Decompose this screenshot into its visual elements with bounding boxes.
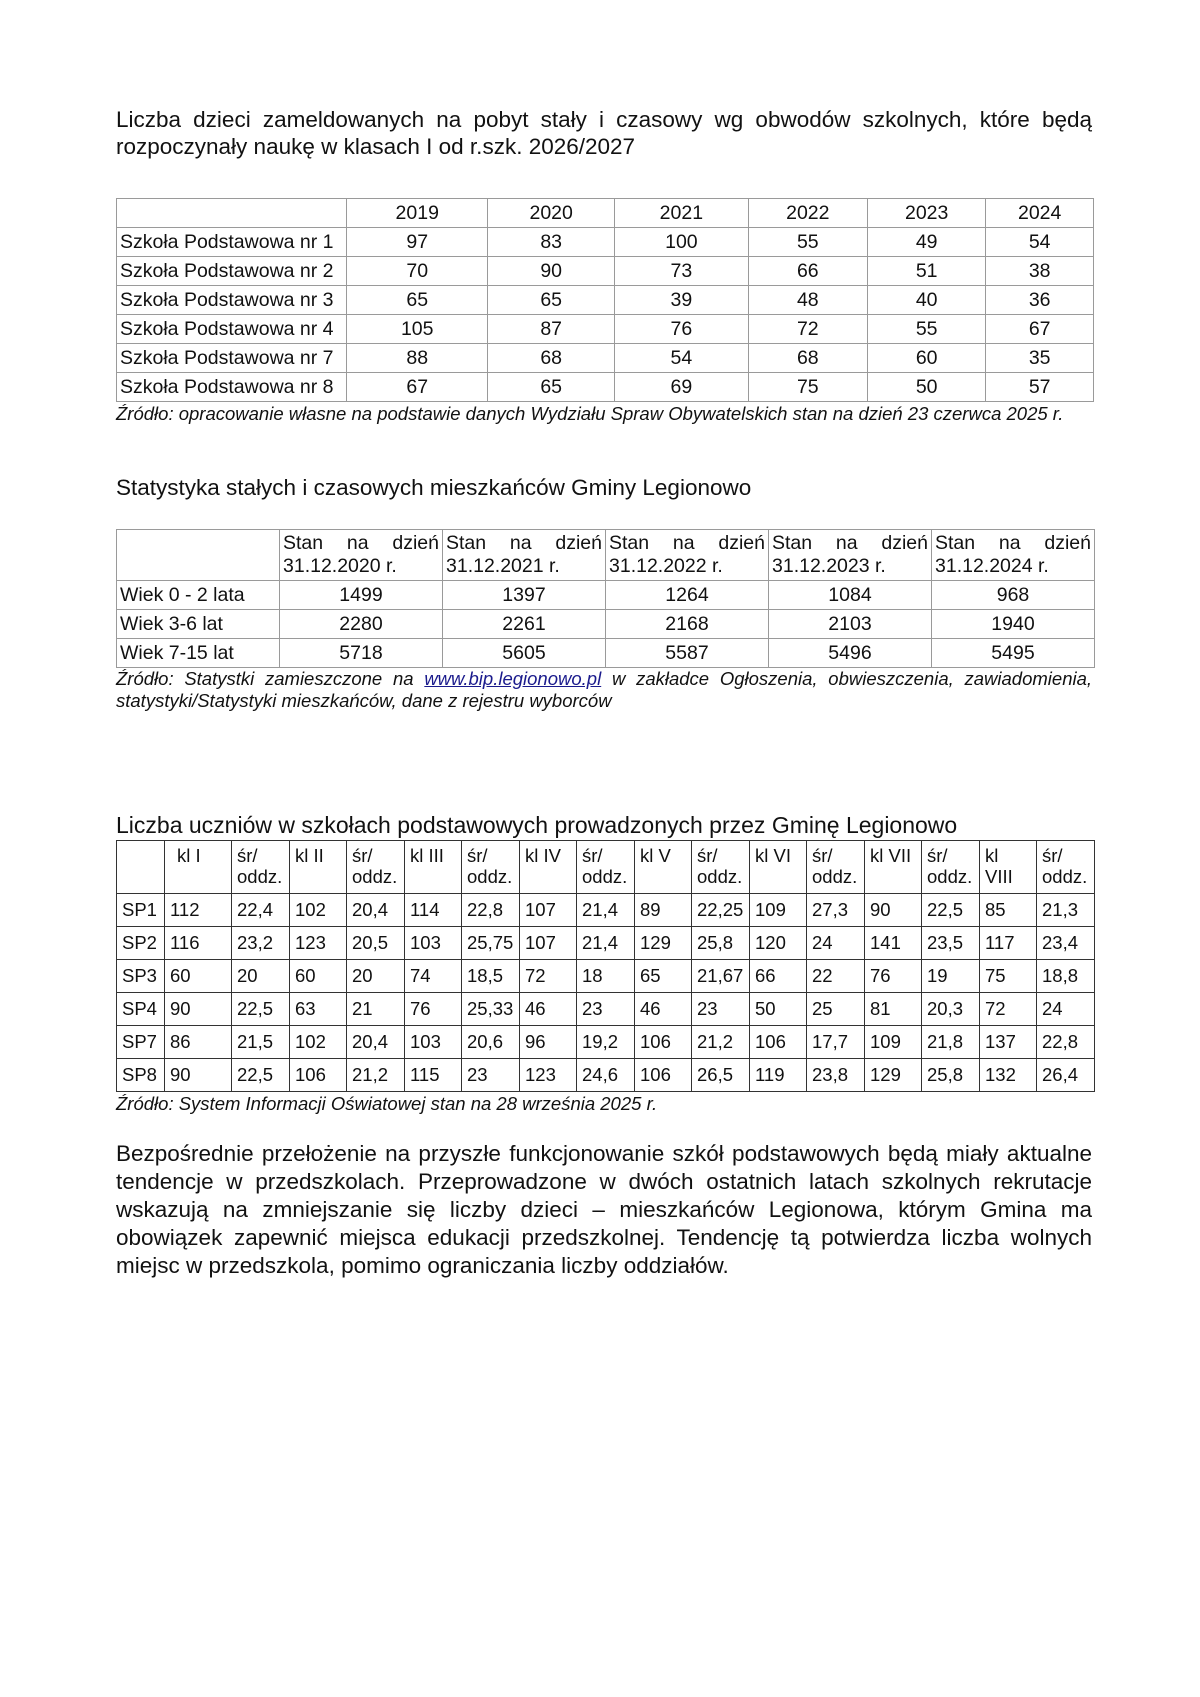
row-label: SP7 <box>117 1026 165 1059</box>
table-header-row <box>117 841 1095 894</box>
table-row <box>117 344 1094 373</box>
table-row <box>117 993 1095 1026</box>
table-cell: 60 <box>290 960 347 993</box>
table-cell: 48 <box>748 286 867 315</box>
table-cell: 107 <box>520 894 577 927</box>
table-cell: 73 <box>615 257 748 286</box>
table-cell: 20,3 <box>922 993 980 1026</box>
table-cell: 123 <box>290 927 347 960</box>
table-cell: 68 <box>488 344 615 373</box>
table-cell: 76 <box>615 315 748 344</box>
table-cell: 109 <box>750 894 807 927</box>
table-cell: 27,3 <box>807 894 865 927</box>
table-cell: 23 <box>692 993 750 1026</box>
header-cell: śr/ oddz. <box>347 841 405 894</box>
table-cell: 112 <box>165 894 232 927</box>
table-cell: 116 <box>165 927 232 960</box>
row-label: Szkoła Podstawowa nr 8 <box>117 373 347 402</box>
table-cell: 63 <box>290 993 347 1026</box>
table-cell: 25 <box>807 993 865 1026</box>
table-cell: 57 <box>986 373 1094 402</box>
table-cell: 22,5 <box>232 1059 290 1092</box>
table-cell: 968 <box>932 581 1095 610</box>
row-label: Szkoła Podstawowa nr 7 <box>117 344 347 373</box>
table-cell: 21,8 <box>922 1026 980 1059</box>
table-cell: 22,8 <box>1037 1026 1095 1059</box>
table-cell: 39 <box>615 286 748 315</box>
table-cell: 1397 <box>443 581 606 610</box>
table-cell: 83 <box>488 228 615 257</box>
table-cell: 66 <box>748 257 867 286</box>
table-header-row <box>117 199 1094 228</box>
table-row <box>117 1059 1095 1092</box>
table-cell: 21 <box>347 993 405 1026</box>
table-cell: 117 <box>980 927 1037 960</box>
table-cell: 36 <box>986 286 1094 315</box>
table-cell: 54 <box>986 228 1094 257</box>
header-cell: Stan na dzień 31.12.2024 r. <box>932 530 1095 581</box>
header-cell: Stan na dzień 31.12.2023 r. <box>769 530 932 581</box>
header-cell: Stan na dzień 31.12.2020 r. <box>280 530 443 581</box>
row-label: SP8 <box>117 1059 165 1092</box>
table-cell: 1084 <box>769 581 932 610</box>
table-cell: 18 <box>577 960 635 993</box>
table-cell: 24 <box>1037 993 1095 1026</box>
table-cell: 26,4 <box>1037 1059 1095 1092</box>
table-cell: 120 <box>750 927 807 960</box>
table-cell: 90 <box>165 993 232 1026</box>
table-cell: 46 <box>635 993 692 1026</box>
table-cell: 5495 <box>932 639 1095 668</box>
table-cell: 5496 <box>769 639 932 668</box>
header-cell: 2021 <box>615 199 748 228</box>
table-cell: 22 <box>807 960 865 993</box>
table-cell: 103 <box>405 927 462 960</box>
source-prefix: Źródło: Statystki zamieszczone na <box>116 668 414 689</box>
table-cell: 129 <box>635 927 692 960</box>
table-cell: 65 <box>488 373 615 402</box>
table-cell: 88 <box>347 344 488 373</box>
table-row <box>117 610 1095 639</box>
table-cell: 107 <box>520 927 577 960</box>
table-cell: 123 <box>520 1059 577 1092</box>
table-cell: 76 <box>865 960 922 993</box>
header-cell: śr/ oddz. <box>807 841 865 894</box>
table-cell: 65 <box>488 286 615 315</box>
table-cell: 21,2 <box>347 1059 405 1092</box>
row-label: Wiek 7-15 lat <box>117 639 280 668</box>
table-row <box>117 1026 1095 1059</box>
table-cell: 21,4 <box>577 894 635 927</box>
table-cell: 60 <box>165 960 232 993</box>
table-cell: 20 <box>347 960 405 993</box>
header-cell: śr/ oddz. <box>462 841 520 894</box>
section3-title: Liczba uczniów w szkołach podstawowych prowadzonych przez Gminę Legionowo <box>116 812 958 838</box>
table-cell: 2168 <box>606 610 769 639</box>
table-cell: 75 <box>980 960 1037 993</box>
table-cell: 115 <box>405 1059 462 1092</box>
table-cell: 141 <box>865 927 922 960</box>
table-cell: 21,5 <box>232 1026 290 1059</box>
row-label: Szkoła Podstawowa nr 2 <box>117 257 347 286</box>
table-cell: 1499 <box>280 581 443 610</box>
table-cell: 97 <box>347 228 488 257</box>
header-cell: 2023 <box>868 199 986 228</box>
table-cell: 60 <box>868 344 986 373</box>
header-cell: śr/ oddz. <box>577 841 635 894</box>
table-cell: 89 <box>635 894 692 927</box>
table-cell: 68 <box>748 344 867 373</box>
table-cell: 87 <box>488 315 615 344</box>
table-cell: 17,7 <box>807 1026 865 1059</box>
table-cell: 22,8 <box>462 894 520 927</box>
table-cell: 65 <box>635 960 692 993</box>
table-cell: 132 <box>980 1059 1037 1092</box>
table-cell: 21,67 <box>692 960 750 993</box>
row-label: Wiek 0 - 2 lata <box>117 581 280 610</box>
table-row <box>117 286 1094 315</box>
table-cell: 106 <box>635 1026 692 1059</box>
header-cell: 2024 <box>986 199 1094 228</box>
residents-statistics-table <box>116 529 1095 668</box>
table-row <box>117 960 1095 993</box>
header-cell: śr/ oddz. <box>922 841 980 894</box>
table-row <box>117 581 1095 610</box>
row-label: SP4 <box>117 993 165 1026</box>
table-cell: 129 <box>865 1059 922 1092</box>
table-row <box>117 927 1095 960</box>
table-cell: 23,2 <box>232 927 290 960</box>
table-cell: 51 <box>868 257 986 286</box>
table-cell: 90 <box>488 257 615 286</box>
header-cell: śr/ oddz. <box>692 841 750 894</box>
table-row <box>117 894 1095 927</box>
row-label: SP2 <box>117 927 165 960</box>
table-cell: 25,8 <box>692 927 750 960</box>
table-cell: 2261 <box>443 610 606 639</box>
table-cell: 2280 <box>280 610 443 639</box>
table-cell: 1264 <box>606 581 769 610</box>
table-cell: 18,8 <box>1037 960 1095 993</box>
table-cell: 5718 <box>280 639 443 668</box>
table-cell: 23 <box>577 993 635 1026</box>
section2-title: Statystyka stałych i czasowych mieszkańców Gminy Legionowo <box>116 475 752 500</box>
table-cell: 21,4 <box>577 927 635 960</box>
table-cell: 137 <box>980 1026 1037 1059</box>
table-cell: 67 <box>986 315 1094 344</box>
section2-source <box>116 668 1092 712</box>
table-cell: 18,5 <box>462 960 520 993</box>
header-cell: kl V <box>635 841 692 894</box>
table-cell: 20,4 <box>347 1026 405 1059</box>
table-cell: 25,75 <box>462 927 520 960</box>
table-cell: 23,8 <box>807 1059 865 1092</box>
table-cell: 23,4 <box>1037 927 1095 960</box>
table-cell: 5605 <box>443 639 606 668</box>
table-cell: 40 <box>868 286 986 315</box>
table-cell: 100 <box>615 228 748 257</box>
table-cell: 2103 <box>769 610 932 639</box>
table-cell: 72 <box>520 960 577 993</box>
table-cell: 19,2 <box>577 1026 635 1059</box>
header-cell: kl I <box>165 841 232 894</box>
table-cell: 20,6 <box>462 1026 520 1059</box>
table-cell: 102 <box>290 894 347 927</box>
header-cell: śr/ oddz. <box>1037 841 1095 894</box>
table-cell: 24,6 <box>577 1059 635 1092</box>
table-cell: 20,5 <box>347 927 405 960</box>
table-cell: 72 <box>980 993 1037 1026</box>
table-cell: 55 <box>868 315 986 344</box>
table-cell: 65 <box>347 286 488 315</box>
table-cell: 90 <box>165 1059 232 1092</box>
table-cell: 102 <box>290 1026 347 1059</box>
header-cell: kl III <box>405 841 462 894</box>
section1-title: Liczba dzieci zameldowanych na pobyt stały i czasowy wg obwodów szkolnych, które będą rozpoczynały naukę w klasach I od r.szk. 2026/2027 <box>116 107 1092 159</box>
table-cell: 49 <box>868 228 986 257</box>
registered-children-table <box>116 198 1094 402</box>
table-cell: 50 <box>868 373 986 402</box>
bip-link[interactable]: www.bip.legionowo.pl <box>424 668 602 689</box>
table-cell: 23 <box>462 1059 520 1092</box>
table-cell: 19 <box>922 960 980 993</box>
table-cell: 109 <box>865 1026 922 1059</box>
section1-source: Źródło: opracowanie własne na podstawie danych Wydziału Spraw Obywatelskich stan na dzień 23 czerwca 2025 r. <box>116 403 1064 424</box>
row-label: Szkoła Podstawowa nr 3 <box>117 286 347 315</box>
table-cell: 66 <box>750 960 807 993</box>
table-cell: 85 <box>980 894 1037 927</box>
header-cell <box>117 530 280 581</box>
table-cell: 70 <box>347 257 488 286</box>
table-row <box>117 639 1095 668</box>
header-cell: kl VII <box>865 841 922 894</box>
table-cell: 25,33 <box>462 993 520 1026</box>
table-cell: 22,5 <box>922 894 980 927</box>
table-row <box>117 228 1094 257</box>
table-cell: 20,4 <box>347 894 405 927</box>
table-cell: 25,8 <box>922 1059 980 1092</box>
header-cell: 2020 <box>488 199 615 228</box>
table-cell: 76 <box>405 993 462 1026</box>
row-label: Szkoła Podstawowa nr 4 <box>117 315 347 344</box>
header-cell: śr/ oddz. <box>232 841 290 894</box>
table-cell: 74 <box>405 960 462 993</box>
header-cell: Stan na dzień 31.12.2022 r. <box>606 530 769 581</box>
students-count-table <box>116 840 1095 1092</box>
table-cell: 38 <box>986 257 1094 286</box>
table-cell: 35 <box>986 344 1094 373</box>
row-label: SP1 <box>117 894 165 927</box>
row-label: SP3 <box>117 960 165 993</box>
header-cell <box>117 841 165 894</box>
table-row <box>117 257 1094 286</box>
table-cell: 26,5 <box>692 1059 750 1092</box>
row-label: Szkoła Podstawowa nr 1 <box>117 228 347 257</box>
table-cell: 20 <box>232 960 290 993</box>
table-cell: 21,3 <box>1037 894 1095 927</box>
table-cell: 81 <box>865 993 922 1026</box>
table-cell: 22,5 <box>232 993 290 1026</box>
row-label: Wiek 3-6 lat <box>117 610 280 639</box>
table-row <box>117 373 1094 402</box>
table-cell: 54 <box>615 344 748 373</box>
table-cell: 106 <box>290 1059 347 1092</box>
header-cell <box>117 199 347 228</box>
table-cell: 22,25 <box>692 894 750 927</box>
table-cell: 46 <box>520 993 577 1026</box>
header-cell: kl VI <box>750 841 807 894</box>
section3-source: Źródło: System Informacji Oświatowej stan na 28 września 2025 r. <box>116 1093 658 1114</box>
table-cell: 103 <box>405 1026 462 1059</box>
table-cell: 105 <box>347 315 488 344</box>
header-cell: 2019 <box>347 199 488 228</box>
source-suffix: w zakładce Ogłoszenia, obwieszczenia, zawiadomienia, statystyki/Statystyki mieszkańców, dane z rejestru wyborców <box>116 668 1093 711</box>
table-cell: 1940 <box>932 610 1095 639</box>
table-cell: 106 <box>750 1026 807 1059</box>
table-cell: 69 <box>615 373 748 402</box>
table-cell: 119 <box>750 1059 807 1092</box>
body-paragraph: Bezpośrednie przełożenie na przyszłe funkcjonowanie szkół podstawowych będą miały aktualne tendencje w przedszkolach. Przeprowadzone w dwóch ostatnich latach szkolnych rekrutacje wskazują na zmniejszanie się liczby dzieci – mieszkańców Legionowa, którym Gmina ma obowiązek zapewnić miejsca edukacji przedszkolnej. Tendencję tą potwierdza liczba wolnych miejsc w przedszkola, pomimo ograniczania liczby oddziałów. <box>116 1141 1092 1278</box>
table-cell: 72 <box>748 315 867 344</box>
table-cell: 50 <box>750 993 807 1026</box>
table-row <box>117 315 1094 344</box>
table-header-row <box>117 530 1095 581</box>
table-cell: 114 <box>405 894 462 927</box>
header-cell: 2022 <box>748 199 867 228</box>
table-cell: 86 <box>165 1026 232 1059</box>
header-cell: kl VIII <box>980 841 1037 894</box>
table-cell: 21,2 <box>692 1026 750 1059</box>
table-cell: 106 <box>635 1059 692 1092</box>
table-cell: 96 <box>520 1026 577 1059</box>
header-cell: Stan na dzień 31.12.2021 r. <box>443 530 606 581</box>
header-cell: kl IV <box>520 841 577 894</box>
header-cell: kl II <box>290 841 347 894</box>
table-cell: 67 <box>347 373 488 402</box>
table-cell: 23,5 <box>922 927 980 960</box>
table-cell: 5587 <box>606 639 769 668</box>
table-cell: 22,4 <box>232 894 290 927</box>
table-cell: 90 <box>865 894 922 927</box>
table-cell: 75 <box>748 373 867 402</box>
table-cell: 24 <box>807 927 865 960</box>
table-cell: 55 <box>748 228 867 257</box>
